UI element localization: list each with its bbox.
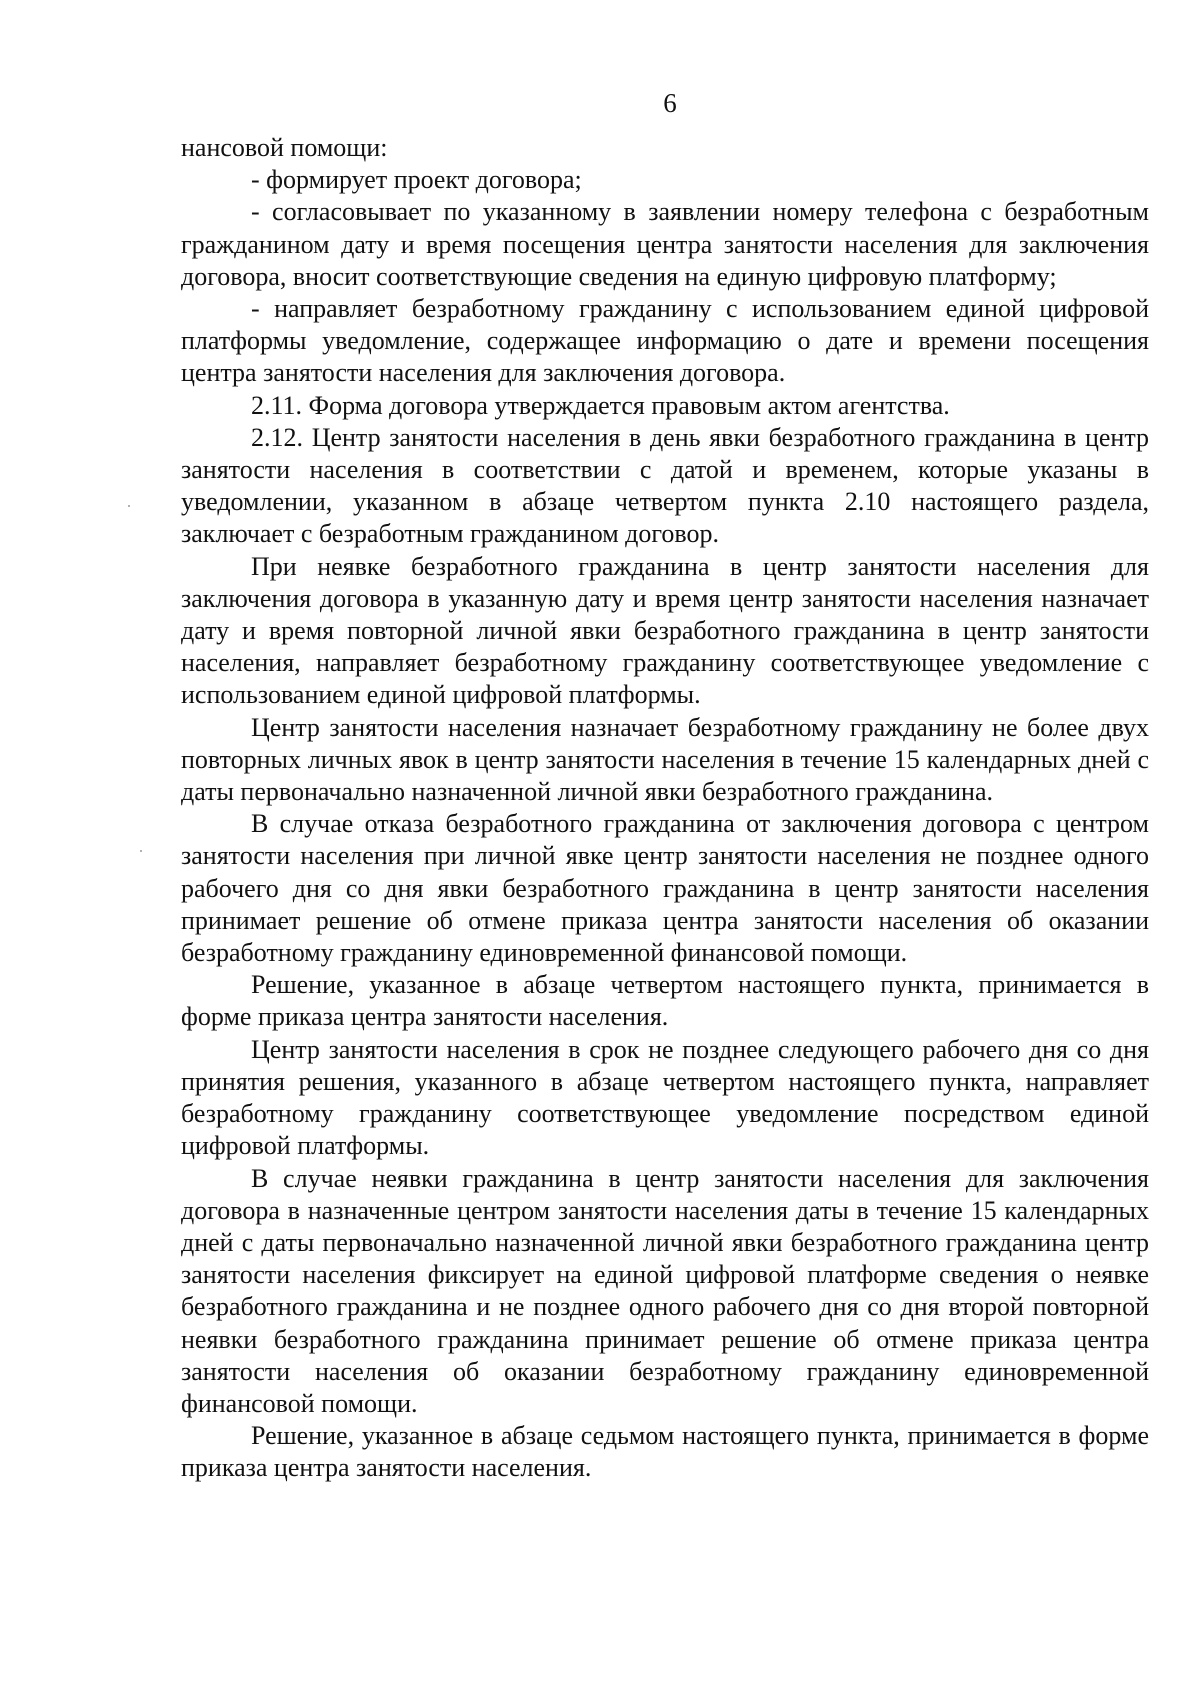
list-item-draft-contract: - формирует проект договора; bbox=[251, 165, 582, 195]
paragraph-repeat-visits: Центр занятости населения назначает безработному гражданину не более двух повторных личных явок в центр занятости населения в течение 15 календарных дней с даты первоначально назначенной личной явки безработного гражданина. bbox=[181, 712, 1149, 807]
paragraph-refusal: В случае отказа безработного гражданина от заключения договора с центром занятости населения при личной явке центр занятости населения не позднее одного рабочего дня со дня явки безработного гражданина в центр занятости населения принимает решение об отмене приказа центра занятости населения об оказании безработному гражданину единовременной финансовой помощи. bbox=[181, 809, 1149, 968]
scan-speck bbox=[128, 505, 130, 507]
paragraph-non-appearance: В случае неявки гражданина в центр занятости населения для заключения договора в назначенные центром занятости населения даты в течение 15 календарных дней с даты первоначально назначенной личной явки безработного гражданина центр занятости населения фиксирует на единой цифровой платформе сведения о неявке безработного гражданина и не позднее одного рабочего дня со дня второй повторной неявки безработного гражданина принимает решение об отмене приказа центра занятости населения об оказании безработному гражданину единовременной финансовой помощи. bbox=[181, 1163, 1149, 1418]
clause-2-11: 2.11. Форма договора утверждается правовым актом агентства. bbox=[251, 390, 950, 420]
paragraph-continuation: нансовой помощи: bbox=[181, 133, 388, 162]
document-body bbox=[181, 132, 1149, 1485]
paragraph-decision-form-1: Решение, указанное в абзаце четвертом настоящего пункта, принимается в форме приказа центра занятости населения. bbox=[181, 970, 1149, 1032]
clause-2-12: 2.12. Центр занятости населения в день явки безработного гражданина в центр занятости населения в соответствии с датой и временем, которые указаны в уведомлении, указанном в абзаце четвертом пункта 2.10 настоящего раздела, заключает с безработным гражданином договор. bbox=[181, 422, 1149, 549]
paragraph-decision-form-2: Решение, указанное в абзаце седьмом настоящего пункта, принимается в форме приказа центра занятости населения. bbox=[181, 1421, 1149, 1483]
paragraph-no-show: При неявке безработного гражданина в центр занятости населения для заключения договора в указанную дату и время центр занятости населения назначает дату и время повторной личной явки безработного гражданина в центр занятости населения, направляет безработному гражданину соответствующее уведомление с использованием единой цифровой платформы. bbox=[181, 551, 1149, 710]
paragraph-notification: Центр занятости населения в срок не позднее следующего рабочего дня со дня принятия решения, указанного в абзаце четвертом настоящего пункта, направляет безработному гражданину соответствующее уведомление посредством единой цифровой платформы. bbox=[181, 1034, 1149, 1161]
page-number: 6 bbox=[663, 88, 677, 118]
list-item-agree-date: - согласовывает по указанному в заявлении номеру телефона с безработным гражданином дату и время посещения центра занятости населения для заключения договора, вносит соответствующие сведения на единую цифровую платформу; bbox=[181, 197, 1149, 291]
list-item-send-notice: - направляет безработному гражданину с использованием единой цифровой платформы уведомление, содержащее информацию о дате и времени посещения центра занятости населения для заключения договора. bbox=[181, 294, 1149, 388]
scan-speck bbox=[140, 850, 142, 852]
